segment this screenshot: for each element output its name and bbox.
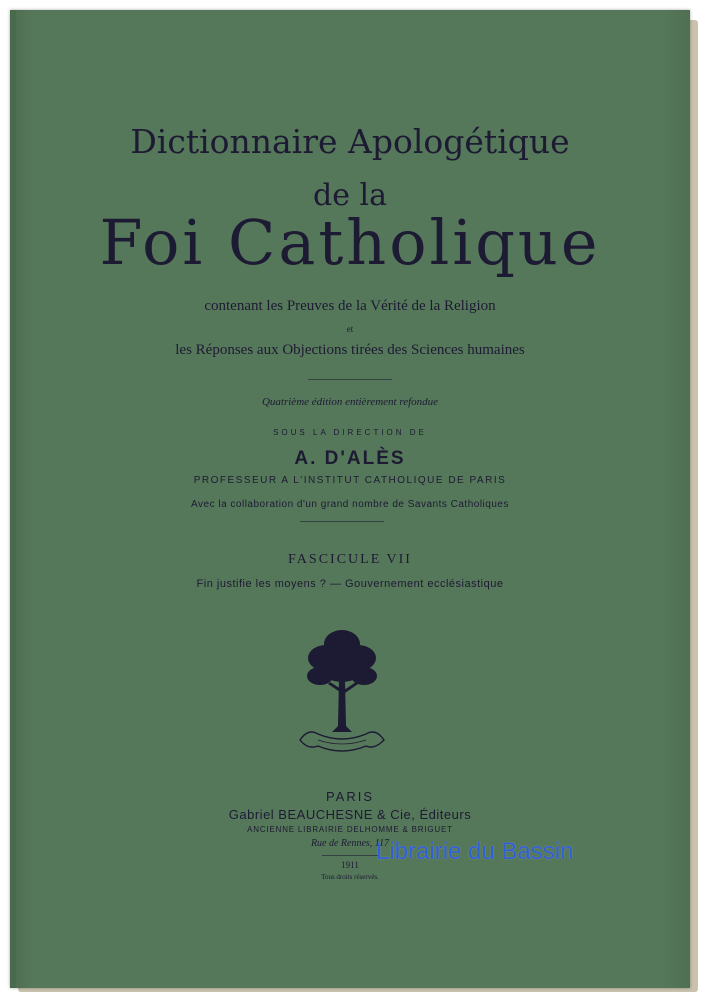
divider-rule <box>300 521 384 522</box>
bookseller-watermark: Librairie du Bassin <box>376 838 574 865</box>
oak-tree-emblem-icon <box>294 622 390 762</box>
publisher-city: PARIS <box>325 789 375 804</box>
fascicule-subtitle: Fin justifie les moyens ? — Gouvernement ecclésiastique <box>196 578 504 590</box>
publication-year: 1911 <box>341 860 359 870</box>
title-main: Foi Catholique <box>99 206 601 279</box>
publisher-name: Gabriel BEAUCHESNE & Cie, Éditeurs <box>228 807 472 822</box>
subtitle-line-1: contenant les Preuves de la Vérité de la Religion <box>204 298 496 314</box>
author-name: A. D'ALÈS <box>294 448 406 469</box>
subtitle-conjunction: et <box>346 324 354 334</box>
fascicule-number: FASCICULE VII <box>288 552 412 567</box>
rights-notice: Tous droits réservés. <box>321 873 379 881</box>
title-line-1: Dictionnaire Apologétique <box>130 122 570 161</box>
divider-rule <box>308 379 392 380</box>
divider-rule <box>322 855 378 856</box>
former-bookshop: ANCIENNE LIBRAIRIE DELHOMME & BRIGUET <box>247 825 453 834</box>
subtitle-line-2: les Réponses aux Objections tirées des Sciences humaines <box>175 342 525 358</box>
edition-note: Quatrième édition entièrement refondue <box>261 396 439 408</box>
collaboration-note: Avec la collaboration d'un grand nombre de Savants Catholiques <box>191 499 509 510</box>
book-cover <box>10 10 690 988</box>
title-line-2: de la <box>313 178 387 213</box>
author-title: PROFESSEUR A L'INSTITUT CATHOLIQUE DE PARIS <box>193 475 507 486</box>
publisher-address: Rue de Rennes, 117 <box>310 838 390 849</box>
direction-label: SOUS LA DIRECTION DE <box>273 428 427 437</box>
